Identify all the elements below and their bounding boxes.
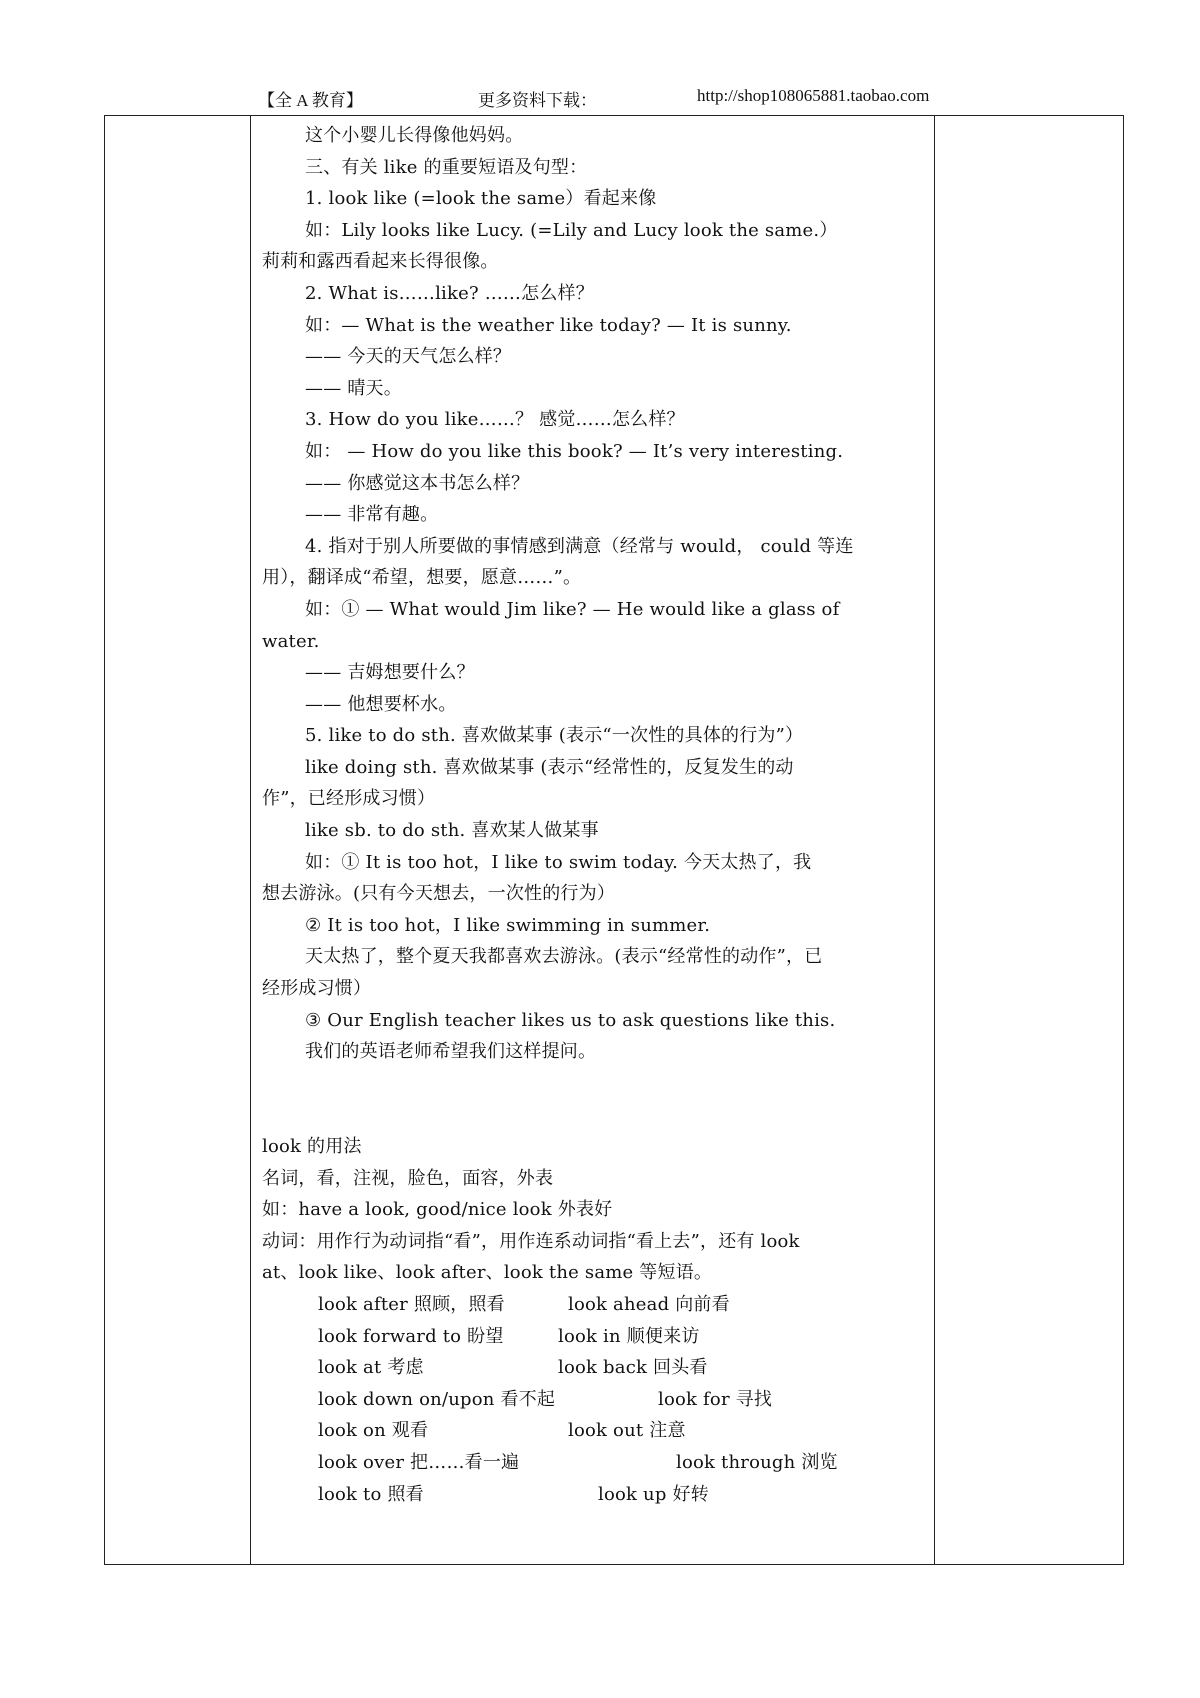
spacer bbox=[262, 1068, 926, 1100]
phrase-left: look to 照看 bbox=[318, 1483, 424, 1505]
phrase-right: look up 好转 bbox=[598, 1483, 709, 1505]
text-line: 3. How do you like……？ 感觉……怎么样？ bbox=[305, 409, 685, 431]
text-line: 名词，看，注视，脸色，面容，外表 bbox=[262, 1167, 554, 1189]
section-heading: look 的用法 bbox=[262, 1136, 362, 1157]
table-divider-right bbox=[934, 116, 935, 1564]
lesson-content bbox=[262, 120, 926, 1510]
phrase-row bbox=[262, 1479, 926, 1511]
text-line: at、look like、look after、look the same 等短语。 bbox=[262, 1262, 713, 1284]
phrase-left: look down on/upon 看不起 bbox=[318, 1388, 556, 1410]
spacer bbox=[262, 1099, 926, 1131]
page-header bbox=[0, 86, 1200, 112]
text-line: 如：— What is the weather like today? — It is sunny. bbox=[305, 314, 792, 336]
section-heading: 三、有关 like 的重要短语及句型： bbox=[305, 156, 588, 178]
text-line: 想去游泳。(只有今天想去，一次性的行为） bbox=[262, 883, 616, 905]
text-line: —— 今天的天气怎么样？ bbox=[305, 346, 512, 368]
phrase-right: look through 浏览 bbox=[676, 1451, 838, 1473]
phrase-left: look over 把……看一遍 bbox=[318, 1451, 520, 1473]
table-divider-left bbox=[250, 116, 251, 1564]
phrase-left: look after 照顾，照看 bbox=[318, 1293, 505, 1315]
phrase-right: look out 注意 bbox=[568, 1420, 686, 1442]
text-line: water. bbox=[262, 630, 320, 652]
header-brand: 【全 A 教育】 bbox=[258, 91, 363, 110]
text-line: like sb. to do sth. 喜欢某人做某事 bbox=[305, 820, 599, 842]
text-line: 作”，已经形成习惯） bbox=[262, 788, 436, 810]
text-line: 用），翻译成“希望，想要，愿意……”。 bbox=[262, 567, 582, 589]
phrase-left: look at 考虑 bbox=[318, 1357, 424, 1379]
text-line: —— 你感觉这本书怎么样？ bbox=[305, 472, 530, 494]
phrase-row bbox=[262, 1352, 926, 1384]
text-line: 如：① — What would Jim like? — He would like a glass of bbox=[305, 598, 840, 620]
phrase-right: look back 回头看 bbox=[558, 1357, 708, 1379]
text-line: 我们的英语老师希望我们这样提问。 bbox=[305, 1041, 597, 1063]
header-url: http://shop108065881.taobao.com bbox=[697, 86, 930, 105]
phrase-row bbox=[262, 1415, 926, 1447]
text-line: —— 非常有趣。 bbox=[305, 504, 439, 526]
text-line: 动词：用作行为动词指“看”，用作连系动词指“看上去”，还有 look bbox=[262, 1230, 800, 1252]
text-line: 如：have a look, good/nice look 外表好 bbox=[262, 1199, 613, 1221]
text-line: 这个小婴儿长得像他妈妈。 bbox=[305, 125, 524, 146]
text-line: —— 吉姆想要什么？ bbox=[305, 662, 475, 684]
text-line: 如：Lily looks like Lucy. (=Lily and Lucy look the same.） bbox=[305, 219, 838, 241]
phrase-row bbox=[262, 1384, 926, 1416]
phrase-right: look for 寻找 bbox=[658, 1388, 773, 1410]
text-line: 如：① It is too hot，I like to swim today. 今天太热了，我 bbox=[305, 851, 812, 873]
text-line: —— 晴天。 bbox=[305, 377, 402, 399]
text-line: ③ Our English teacher likes us to ask questions like this. bbox=[305, 1009, 836, 1031]
text-line: 2. What is……like? ……怎么样？ bbox=[305, 282, 594, 304]
text-line: ② It is too hot，I like swimming in summer. bbox=[305, 914, 711, 936]
text-line: like doing sth. 喜欢做某事 (表示“经常性的，反复发生的动 bbox=[305, 756, 794, 778]
phrase-right: look ahead 向前看 bbox=[568, 1293, 730, 1315]
text-line: 莉莉和露西看起来长得很像。 bbox=[262, 251, 499, 273]
text-line: —— 他想要杯水。 bbox=[305, 693, 457, 715]
text-line: 4. 指对于别人所要做的事情感到满意（经常与 would， could 等连 bbox=[305, 535, 854, 557]
phrase-row bbox=[262, 1289, 926, 1321]
phrase-left: look forward to 盼望 bbox=[318, 1325, 504, 1347]
phrase-row bbox=[262, 1447, 926, 1479]
text-line: 1. look like (=look the same）看起来像 bbox=[305, 188, 657, 210]
text-line: 天太热了，整个夏天我都喜欢去游泳。(表示“经常性的动作”，已 bbox=[305, 946, 823, 968]
text-line: 如： — How do you like this book? — It’s very interesting. bbox=[305, 440, 844, 462]
text-line: 经形成习惯） bbox=[262, 978, 372, 1000]
phrase-left: look on 观看 bbox=[318, 1420, 429, 1442]
header-download-label: 更多资料下载： bbox=[478, 91, 597, 110]
text-line: 5. like to do sth. 喜欢做某事 (表示“一次性的具体的行为”） bbox=[305, 725, 804, 747]
phrase-row bbox=[262, 1321, 926, 1353]
phrase-right: look in 顺便来访 bbox=[558, 1325, 700, 1347]
